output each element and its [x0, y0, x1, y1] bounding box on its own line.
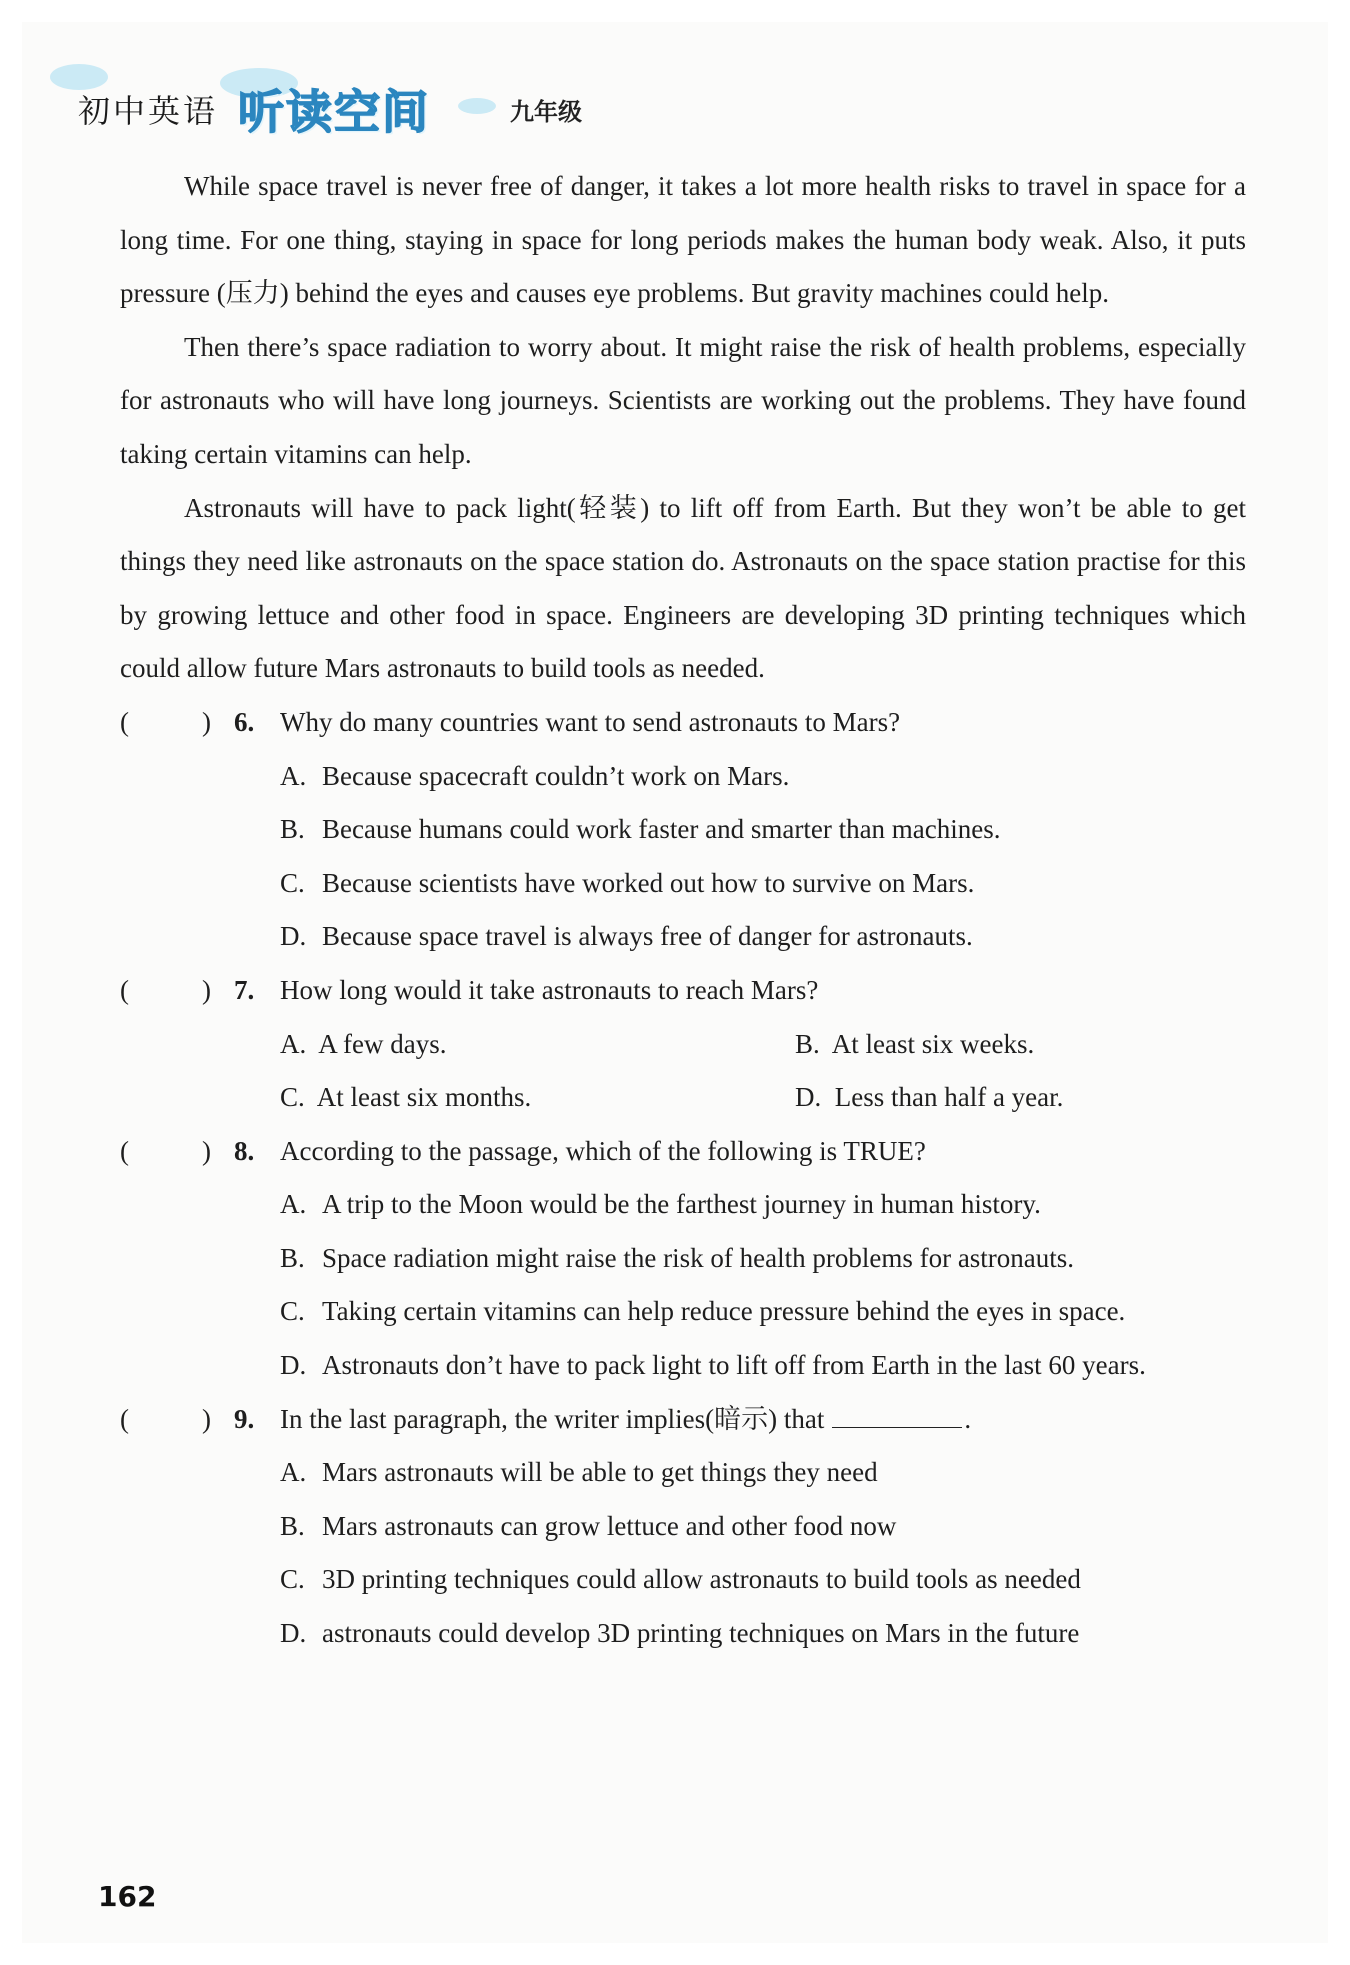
passage-paragraph: While space travel is never free of danger, it takes a lot more health risks to travel in space for a long time. For one thing, staying in space for long periods makes the human body weak. Also, it puts pressure (压力) behind the eyes and causes eye problems. But gravity machines could help.	[120, 171, 1246, 309]
option-d	[795, 1071, 1063, 1125]
option-letter: A.	[280, 1189, 307, 1220]
option-letter: C.	[280, 1296, 305, 1327]
question-number: 6.	[234, 706, 255, 737]
option-a	[280, 1018, 447, 1072]
answer-bracket-close: )	[202, 1403, 211, 1434]
option-letter: D.	[280, 921, 307, 952]
option-letter: B.	[280, 814, 305, 845]
passage-paragraph: Then there’s space radiation to worry about. It might raise the risk of health problems, especially for astronauts who will have long journeys. Scientists are working out the problems. They have found taking certain vitamins can help.	[120, 331, 1246, 469]
option-text: Space radiation might raise the risk of health problems for astronauts.	[322, 1242, 1075, 1273]
page-header	[50, 62, 750, 142]
option-letter: B.	[280, 1242, 305, 1273]
option-letter: D.	[795, 1082, 822, 1113]
question-stem	[120, 696, 1246, 750]
option-letter: A.	[280, 1028, 307, 1059]
option-d	[280, 1607, 1246, 1661]
option-a	[280, 750, 1246, 804]
answer-bracket-open: (	[120, 974, 129, 1005]
option-c	[280, 1553, 1246, 1607]
option-letter: D.	[280, 1618, 307, 1649]
question-number: 8.	[234, 1135, 255, 1166]
question-7	[120, 964, 1246, 1125]
option-letter: C.	[280, 867, 305, 898]
grade-label: 九年级	[510, 98, 582, 126]
option-row	[120, 1071, 1246, 1125]
question-stem	[120, 964, 1246, 1018]
question-number: 9.	[234, 1403, 255, 1434]
option-b	[280, 1232, 1246, 1286]
option-c	[280, 857, 1246, 911]
option-text: Mars astronauts will be able to get things they need	[322, 1457, 878, 1488]
option-letter: B.	[795, 1028, 820, 1059]
question-text	[280, 1393, 971, 1447]
option-text: Less than half a year.	[834, 1082, 1064, 1113]
option-b	[795, 1018, 1034, 1072]
page-number: 162	[98, 1880, 157, 1913]
option-text: Because scientists have worked out how to survive on Mars.	[322, 867, 975, 898]
option-a	[280, 1446, 1246, 1500]
option-text: Because space travel is always free of danger for astronauts.	[322, 921, 973, 952]
answer-bracket-open: (	[120, 1135, 129, 1166]
question-text-end: .	[964, 1403, 972, 1434]
question-text: According to the passage, which of the following is TRUE?	[280, 1135, 926, 1166]
option-text: Mars astronauts can grow lettuce and other food now	[322, 1510, 897, 1541]
option-text: Because spacecraft couldn’t work on Mars.	[322, 760, 790, 791]
answer-bracket-close: )	[202, 1135, 211, 1166]
answer-bracket-open: (	[120, 706, 129, 737]
option-b	[280, 1500, 1246, 1554]
option-text: 3D printing techniques could allow astronauts to build tools as needed	[322, 1564, 1081, 1595]
option-text: Astronauts don’t have to pack light to lift off from Earth in the last 60 years.	[322, 1350, 1146, 1381]
option-text: Taking certain vitamins can help reduce pressure behind the eyes in space.	[322, 1296, 1126, 1327]
option-text: A few days.	[318, 1028, 447, 1059]
series-title: 初中英语	[78, 92, 219, 130]
question-text: How long would it take astronauts to reach Mars?	[280, 974, 819, 1005]
option-letter: B.	[280, 1510, 305, 1541]
content	[120, 160, 1246, 1661]
option-row	[120, 1018, 1246, 1072]
option-text: A trip to the Moon would be the farthest journey in human history.	[322, 1189, 1041, 1220]
option-text: astronauts could develop 3D printing techniques on Mars in the future	[322, 1618, 1080, 1649]
question-9	[120, 1393, 1246, 1661]
option-text: Because humans could work faster and smarter than machines.	[322, 814, 1001, 845]
option-a	[280, 1178, 1246, 1232]
option-d	[280, 1339, 1246, 1393]
option-letter: A.	[280, 1457, 307, 1488]
question-6	[120, 696, 1246, 964]
answer-bracket-close: )	[202, 706, 211, 737]
option-letter: A.	[280, 760, 307, 791]
option-c	[280, 1285, 1246, 1339]
option-text: At least six months.	[316, 1082, 532, 1113]
answer-bracket-open: (	[120, 1403, 129, 1434]
question-stem	[120, 1125, 1246, 1179]
option-text: At least six weeks.	[831, 1028, 1035, 1059]
answer-bracket-close: )	[202, 974, 211, 1005]
option-c	[280, 1071, 531, 1125]
option-letter: C.	[280, 1082, 305, 1113]
cloud-decoration	[458, 98, 496, 114]
option-b	[280, 803, 1246, 857]
answer-blank	[832, 1397, 962, 1428]
question-text-body: In the last paragraph, the writer implies(暗示) that	[280, 1403, 825, 1434]
passage-paragraph: Astronauts will have to pack light(轻装) to lift off from Earth. But they won’t be able to get things they need like astronauts on the space station do. Astronauts on the space station practise for this by growing lettuce and other food in space. Engineers are developing 3D printing techniques which could allow future Mars astronauts to build tools as needed.	[120, 492, 1246, 684]
question-number: 7.	[234, 974, 255, 1005]
option-letter: D.	[280, 1350, 307, 1381]
brand-logo: 听读空间	[238, 85, 430, 139]
page	[22, 22, 1328, 1943]
option-letter: C.	[280, 1564, 305, 1595]
question-8	[120, 1125, 1246, 1393]
question-text: Why do many countries want to send astronauts to Mars?	[280, 706, 901, 737]
question-stem	[120, 1393, 1246, 1447]
option-d	[280, 910, 1246, 964]
